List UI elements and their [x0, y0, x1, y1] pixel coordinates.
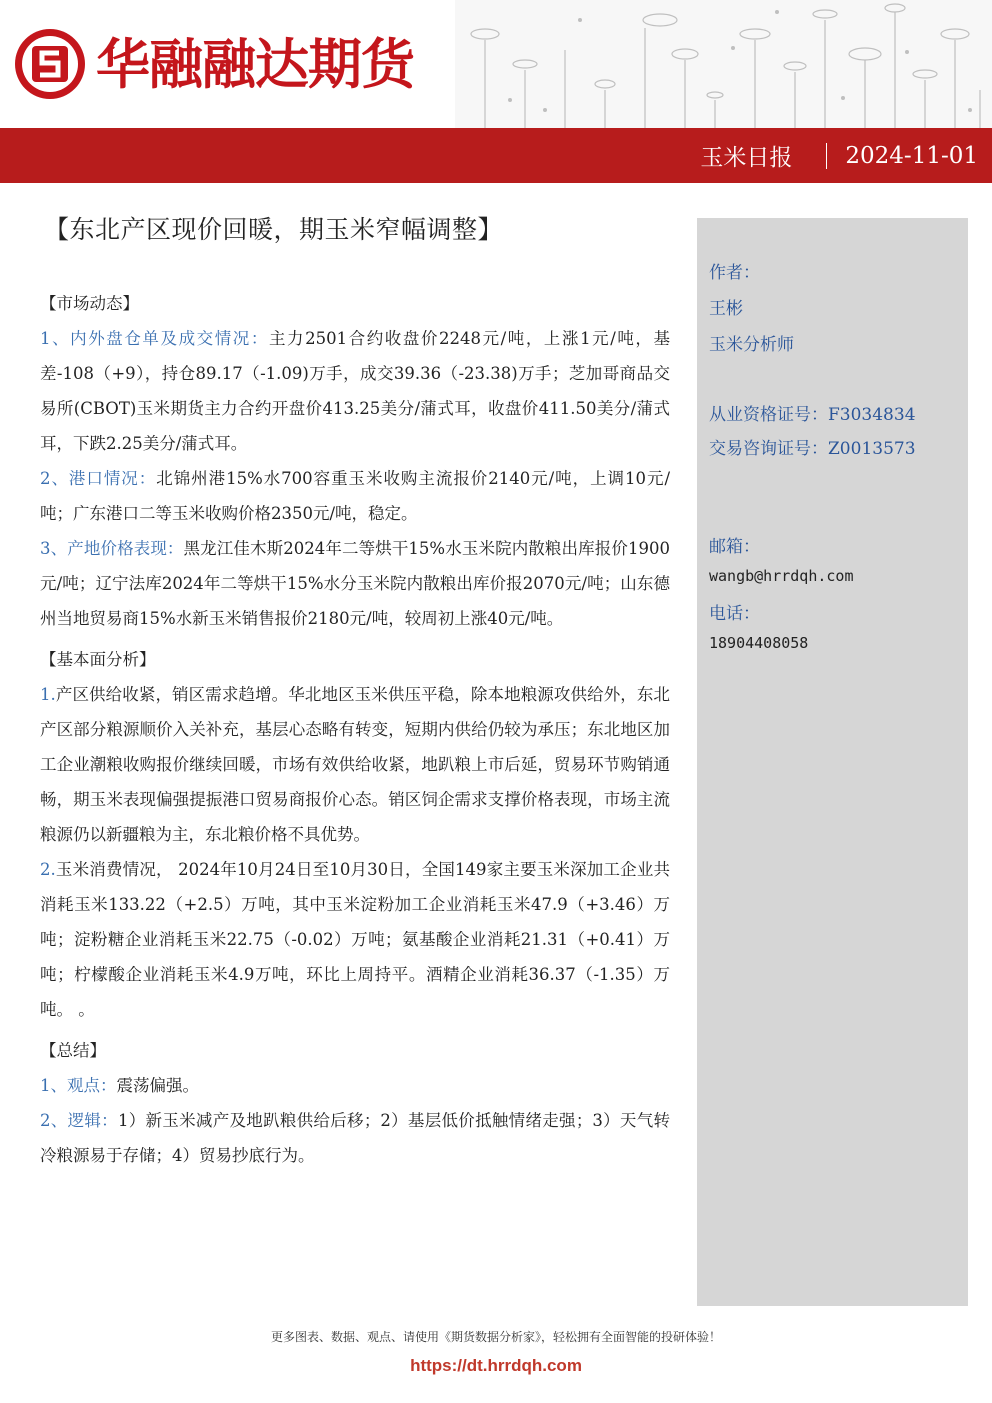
- company-logo-icon: [12, 26, 88, 102]
- item-lead: 2、港口情况：: [40, 469, 157, 488]
- item-lead: 2.: [40, 860, 56, 879]
- author-name: 王彬: [709, 299, 743, 319]
- item-text: 主力2501合约收盘价2248元/吨，上涨1元/吨，基差-108（+9），持仓89.17（-1.09)万手，成交39.36（-23.38)万手；芝加哥商品交易所(CBOT)玉米期货主力合约开盘价413.25美分/蒲式耳，收盘价411.50美分/蒲式耳，下跌2.25美分/蒲式耳。: [40, 329, 671, 453]
- market-item: [40, 531, 670, 636]
- email-link[interactable]: wangb@hrrdqh.com: [709, 567, 854, 585]
- report-body: [40, 286, 670, 1179]
- market-item: [40, 321, 670, 461]
- author-title: 玉米分析师: [709, 335, 794, 355]
- market-heading: 【市场动态】: [40, 294, 139, 313]
- item-lead: 2、逻辑：: [40, 1111, 118, 1130]
- report-header: [0, 0, 992, 183]
- summary-heading: 【总结】: [40, 1041, 106, 1060]
- band-divider: [826, 143, 827, 169]
- item-lead: 1、观点：: [40, 1076, 117, 1095]
- footer-link[interactable]: https://dt.hrrdqh.com: [410, 1356, 582, 1375]
- phone-label: 电话：: [709, 604, 760, 624]
- fundamental-item: [40, 852, 670, 1027]
- market-item: [40, 461, 670, 531]
- header-band: [0, 128, 992, 183]
- author-label: 作者：: [709, 263, 760, 283]
- summary-item: [40, 1103, 670, 1173]
- item-text: 1）新玉米减产及地趴粮供给后移；2）基层低价抵触情绪走强；3）天气转冷粮源易于存储；4）贸易抄底行为。: [40, 1111, 671, 1165]
- decorative-pattern: [455, 0, 992, 128]
- email-label: 邮箱：: [709, 537, 760, 557]
- license-number: 从业资格证号：F3034834: [709, 405, 916, 425]
- report-title: 【东北产区现价回暖，期玉米窄幅调整】: [44, 215, 504, 244]
- item-text: 北锦州港15%水700容重玉米收购主流报价2140元/吨，上调10元/吨；广东港口二等玉米收购价格2350元/吨，稳定。: [40, 469, 670, 523]
- item-text: 黑龙江佳木斯2024年二等烘干15%水玉米院内散粮出库报价1900元/吨；辽宁法库2024年二等烘干15%水分玉米院内散粮出库价报2070元/吨；山东德州当地贸易商15%水新玉米销售报价2180元/吨，较周初上涨40元/吨。: [40, 539, 670, 628]
- item-text: 产区供给收紧，销区需求趋增。华北地区玉米供压平稳，除本地粮源攻供给外，东北产区部分粮源顺价入关补充，基层心态略有转变，短期内供给仍较为承压；东北地区加工企业潮粮收购报价继续回暖，市场有效供给收紧，地趴粮上市后延，贸易环节购销通畅，期玉米表现偏强提振港口贸易商报价心态。销区饲企需求支撑价格表现，市场主流粮源仍以新疆粮为主，东北粮价格不具优势。: [40, 685, 670, 844]
- summary-item: [40, 1068, 670, 1103]
- item-text: 震荡偏强。: [116, 1076, 199, 1095]
- market-section: [40, 286, 670, 636]
- fundamental-section: [40, 642, 670, 1027]
- phone-number: 18904408058: [709, 634, 809, 652]
- item-lead: 1、内外盘仓单及成交情况：: [40, 329, 269, 348]
- report-type: 玉米日报: [700, 145, 793, 171]
- brand-name: 华融融达期货: [96, 33, 414, 96]
- item-text: 玉米消费情况， 2024年10月24日至10月30日，全国149家主要玉米深加工企业共消耗玉米133.22（+2.5）万吨，其中玉米淀粉加工企业消耗玉米47.9（+3.46）万吨；淀粉糖企业消耗玉米22.75（-0.02）万吨；氨基酸企业消耗21.31（+0.41）万吨；柠檬酸企业消耗玉米4.9万吨，环比上周持平。酒精企业消耗36.37（-1.35）万吨。 。: [40, 860, 670, 1019]
- fundamental-heading: 【基本面分析】: [40, 650, 156, 669]
- fundamental-item: [40, 677, 670, 852]
- author-sidebar: [697, 218, 968, 1306]
- consult-number: 交易咨询证号：Z0013573: [709, 439, 916, 459]
- report-date: 2024-11-01: [845, 142, 978, 169]
- summary-section: [40, 1033, 670, 1173]
- item-lead: 3、产地价格表现：: [40, 539, 184, 558]
- footer-note: 更多图表、数据、观点、请使用《期货数据分析家》，轻松拥有全面智能的投研体验！: [270, 1330, 721, 1344]
- item-lead: 1.: [40, 685, 56, 704]
